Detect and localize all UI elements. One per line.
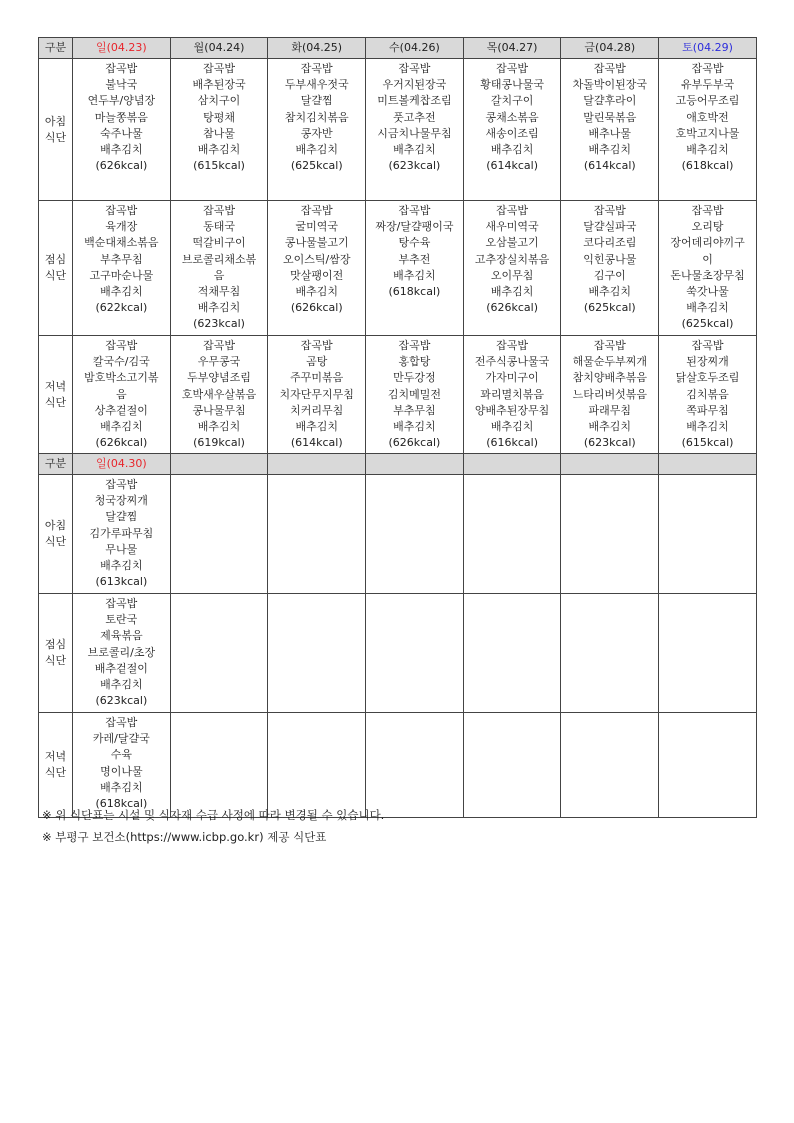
meal-cell [366, 594, 464, 713]
meal-cell [170, 59, 268, 201]
dish-item: 잡곡밥 [203, 204, 235, 217]
dish-item: 브로콜리/초장 [87, 645, 156, 659]
dish-item: 콩나물불고기 [284, 236, 349, 250]
day-header [659, 454, 757, 475]
dish-item: 잡곡밥 [105, 597, 138, 610]
meal-cell [268, 713, 366, 818]
header-label: 구분 [39, 454, 73, 475]
dish-item: 김구이 [593, 268, 626, 282]
dish-item: 양배추된장무침 [474, 403, 550, 417]
dish-item: 만두강정 [393, 371, 436, 385]
meal-cell [463, 336, 561, 454]
meal-cell [463, 59, 561, 201]
dish-item: 음 [116, 387, 127, 401]
dish-item: 차돌박이된장국 [572, 78, 647, 92]
meal-label: 점심 식단 [39, 201, 73, 336]
meal-plan-sheet [38, 37, 756, 818]
dish-item: (626kcal) [290, 301, 343, 315]
dish-item: (618kcal) [681, 159, 734, 173]
dish-item: 브로콜리채소볶 [181, 252, 257, 266]
dish-item: 배추김치 [588, 420, 632, 434]
dish-item: 잡곡밥 [496, 62, 529, 75]
day-header [463, 454, 561, 475]
dish-item: 잡곡밥 [398, 339, 431, 352]
header-label: 구분 [39, 38, 73, 59]
dish-item: 밤호박소고기볶 [84, 371, 159, 385]
dish-item: 김치볶음 [686, 387, 729, 401]
dish-item: 김가루파무침 [89, 526, 154, 540]
dish-item: 배추김치 [197, 420, 241, 434]
dish-item: (614kcal) [583, 159, 636, 173]
meal-label: 저녁 식단 [39, 336, 73, 454]
meal-cell [170, 594, 268, 713]
meal-cell [366, 59, 464, 201]
meal-cell [268, 475, 366, 594]
dish-item: 잡곡밥 [203, 62, 235, 75]
dish-item: 치커리무침 [290, 403, 344, 417]
dish-item: 배추김치 [100, 559, 143, 573]
meal-cell [561, 336, 659, 454]
dish-item: 달걀후라이 [583, 94, 637, 108]
dish-item: 명이나물 [100, 764, 143, 778]
dish-item: 잡곡밥 [398, 62, 431, 75]
dish-item: (625kcal) [681, 317, 734, 331]
dish-item: (623kcal) [95, 694, 148, 708]
dish-item: 유부두부국 [680, 78, 735, 92]
dish-item: 짜장/달걀팽이국 [375, 220, 454, 234]
meal-cell [73, 594, 171, 713]
dish-item: (623kcal) [193, 317, 245, 331]
dish-item: 배추김치 [588, 285, 632, 299]
dish-item: 잡곡밥 [105, 339, 138, 352]
week2-lunch-row [39, 594, 757, 713]
meal-label: 아침 식단 [39, 59, 73, 201]
dish-item: (626kcal) [95, 436, 148, 450]
dish-item: (626kcal) [388, 436, 441, 450]
day-header [561, 454, 659, 475]
day-header: 금(04.28) [561, 38, 659, 59]
dish-item: (626kcal) [95, 159, 148, 173]
dish-item: 호박고지나물 [675, 126, 740, 140]
dish-item: 돈나물초장무침 [670, 268, 745, 282]
meal-cell [73, 336, 171, 454]
dish-item: 콩채소볶음 [485, 110, 539, 124]
dish-item: 닭살호두조림 [675, 371, 740, 385]
dish-item: 잡곡밥 [203, 339, 235, 352]
dish-item: 시금치나물무침 [377, 126, 452, 140]
dish-item: 잡곡밥 [105, 204, 138, 217]
meal-cell [463, 201, 561, 336]
dish-item: 상추겉절이 [94, 403, 148, 417]
dish-item: 탕수육 [398, 236, 431, 250]
day-header [366, 454, 464, 475]
dish-item: 달걀실파국 [583, 220, 637, 234]
dish-item: 느타리버섯볶음 [572, 387, 647, 401]
dish-item: 잡곡밥 [593, 204, 626, 217]
dish-item: 해물순두부찌개 [572, 355, 647, 369]
dish-item: 배추김치 [295, 143, 338, 157]
week1-dinner-row [39, 336, 757, 454]
meal-cell [366, 201, 464, 336]
dish-item: (626kcal) [486, 301, 538, 315]
day-header: 일(04.30) [73, 454, 171, 475]
dish-item: 배추김치 [100, 285, 143, 299]
dish-item: 마늘쫑볶음 [94, 110, 148, 124]
dish-item: 콩나물무침 [192, 403, 246, 417]
dish-item: 김치메밀전 [387, 387, 441, 401]
dish-item: 주꾸미볶음 [290, 371, 344, 385]
dish-item: 쪽파무침 [686, 403, 729, 417]
footnote-source: ※ 부평구 보건소(https://www.icbp.go.kr) 제공 식단표 [42, 830, 327, 844]
dish-item: (614kcal) [290, 436, 343, 450]
dish-item: 고구마순나물 [89, 268, 154, 282]
dish-item: 육개장 [105, 220, 138, 234]
dish-item: (623kcal) [388, 159, 441, 173]
dish-item: 배추김치 [100, 780, 143, 794]
dish-item: 황태콩나물국 [480, 78, 544, 92]
meal-cell [170, 201, 268, 336]
dish-item: (619kcal) [193, 436, 245, 450]
dish-item: 잡곡밥 [593, 62, 626, 75]
meal-cell [561, 594, 659, 713]
dish-item: 배추김치 [295, 285, 338, 299]
dish-item: (622kcal) [95, 301, 148, 315]
meal-cell [561, 475, 659, 594]
dish-item: 잡곡밥 [496, 339, 529, 352]
day-header: 목(04.27) [463, 38, 561, 59]
dish-item: 수육 [110, 748, 132, 762]
dish-item: 호박새우살볶음 [181, 387, 257, 401]
dish-item: 말린묵볶음 [583, 110, 637, 124]
dish-item: 배추나물 [588, 126, 632, 140]
dish-item: (618kcal) [95, 797, 148, 811]
dish-item: (614kcal) [486, 159, 538, 173]
footnotes [42, 804, 384, 848]
dish-item: 두부양념조림 [187, 371, 251, 385]
dish-item: 불낙국 [105, 78, 138, 92]
dish-item: 고등어무조림 [675, 94, 740, 108]
dish-item: 배추겉절이 [94, 661, 148, 675]
meal-cell [268, 336, 366, 454]
dish-item: 배추김치 [490, 285, 534, 299]
dish-item: 잡곡밥 [105, 716, 138, 729]
meal-cell [463, 713, 561, 818]
dish-item: 배추김치 [197, 143, 241, 157]
dish-item: 오이무침 [490, 268, 534, 282]
dish-item: 배추김치 [686, 143, 729, 157]
dish-item: 배추김치 [588, 143, 632, 157]
week2-dinner-row [39, 713, 757, 818]
meal-plan-table [38, 37, 757, 818]
meal-cell [170, 713, 268, 818]
dish-item: 참나물 [203, 126, 235, 140]
dish-item: 애호박전 [686, 110, 729, 124]
dish-item: 배추김치 [393, 143, 436, 157]
dish-item: 잡곡밥 [105, 478, 138, 491]
dish-item: 배추김치 [393, 420, 436, 434]
day-header [268, 454, 366, 475]
meal-label: 저녁 식단 [39, 713, 73, 818]
meal-cell [561, 59, 659, 201]
week1-lunch-row [39, 201, 757, 336]
dish-item: 배추김치 [197, 301, 241, 315]
dish-item: (625kcal) [290, 159, 343, 173]
dish-item: 된장찌개 [686, 355, 729, 369]
dish-item: 콩자반 [300, 126, 333, 140]
dish-item: 풋고추전 [393, 110, 436, 124]
meal-cell [659, 475, 757, 594]
meal-cell [561, 201, 659, 336]
dish-item: 오리탕 [691, 220, 724, 234]
dish-item: 맛살팽이전 [290, 268, 344, 282]
dish-item: 토란국 [105, 613, 138, 627]
meal-cell [170, 336, 268, 454]
dish-item: 장어데리야끼구 [670, 236, 745, 250]
dish-item: 쑥갓나물 [686, 285, 729, 299]
dish-item: 오이스틱/쌈장 [282, 252, 351, 266]
week2-breakfast-row [39, 475, 757, 594]
week2-header-row [39, 454, 757, 475]
dish-item: 배추김치 [100, 420, 143, 434]
dish-item: 꽈리멸치볶음 [480, 387, 544, 401]
dish-item: 배추김치 [393, 268, 436, 282]
day-header [170, 454, 268, 475]
meal-cell [73, 475, 171, 594]
dish-item: (615kcal) [193, 159, 245, 173]
dish-item: 홍합탕 [398, 355, 431, 369]
dish-item: 잡곡밥 [398, 204, 431, 217]
dish-item: 숙주나물 [100, 126, 143, 140]
dish-item: 굴미역국 [295, 220, 338, 234]
dish-item: (616kcal) [486, 436, 538, 450]
meal-cell [561, 713, 659, 818]
day-header: 화(04.25) [268, 38, 366, 59]
day-header: 일(04.23) [73, 38, 171, 59]
dish-item: (615kcal) [681, 436, 734, 450]
dish-item: 미트볼케찹조림 [377, 94, 452, 108]
dish-item: 갈치구이 [490, 94, 534, 108]
dish-item: 코다리조림 [583, 236, 637, 250]
dish-item: 이 [702, 252, 713, 266]
dish-item: 배추김치 [686, 301, 729, 315]
dish-item: 배추김치 [295, 420, 338, 434]
meal-cell [170, 475, 268, 594]
day-header: 토(04.29) [659, 38, 757, 59]
dish-item: 우거지된장국 [382, 78, 447, 92]
dish-item: 파래무침 [588, 403, 632, 417]
meal-cell [73, 201, 171, 336]
dish-item: 카레/달걀국 [92, 732, 150, 746]
meal-cell [366, 713, 464, 818]
dish-item: 참치김치볶음 [284, 110, 349, 124]
dish-item: 배추김치 [490, 143, 534, 157]
dish-item: 배추된장국 [192, 78, 246, 92]
dish-item: 우무콩국 [197, 355, 241, 369]
dish-item: (613kcal) [95, 575, 148, 589]
meal-plan-body [39, 38, 757, 818]
meal-cell [659, 713, 757, 818]
meal-cell [366, 475, 464, 594]
day-header: 수(04.26) [366, 38, 464, 59]
dish-item: 가자미구이 [485, 371, 539, 385]
dish-item: 전주식콩나물국 [474, 355, 550, 369]
dish-item: 연두부/양념장 [87, 94, 156, 108]
dish-item: (625kcal) [583, 301, 636, 315]
dish-item: 부추무침 [100, 252, 143, 266]
dish-item: 백순대채소볶음 [84, 236, 159, 250]
dish-item: 동태국 [203, 220, 235, 234]
meal-cell [366, 336, 464, 454]
dish-item: 적채무침 [197, 285, 241, 299]
dish-item: 음 [213, 268, 225, 282]
meal-cell [463, 594, 561, 713]
dish-item: 무나물 [105, 542, 138, 556]
meal-cell [73, 59, 171, 201]
meal-cell [659, 59, 757, 201]
dish-item: 배추김치 [490, 420, 534, 434]
dish-item: 곰탕 [306, 355, 328, 369]
dish-item: 달걀찜 [105, 510, 138, 524]
dish-item: 부추무침 [393, 403, 436, 417]
dish-item: 잡곡밥 [691, 204, 724, 217]
dish-item: 배추김치 [686, 420, 729, 434]
dish-item: 잡곡밥 [105, 62, 138, 75]
dish-item: 부추전 [398, 252, 431, 266]
dish-item: 제육볶음 [100, 629, 143, 643]
dish-item: 오삼불고기 [485, 236, 539, 250]
dish-item: 두부새우젓국 [284, 78, 349, 92]
dish-item: 청국장찌개 [94, 494, 148, 508]
dish-item: 칼국수/김국 [92, 355, 150, 369]
meal-cell [659, 336, 757, 454]
dish-item: 잡곡밥 [496, 204, 529, 217]
dish-item: 새우미역국 [485, 220, 539, 234]
meal-label: 점심 식단 [39, 594, 73, 713]
week1-breakfast-row [39, 59, 757, 201]
meal-label: 아침 식단 [39, 475, 73, 594]
dish-item: 떡갈비구이 [192, 236, 246, 250]
dish-item: (623kcal) [583, 436, 636, 450]
meal-cell [659, 201, 757, 336]
meal-cell [268, 59, 366, 201]
day-header: 월(04.24) [170, 38, 268, 59]
meal-cell [463, 475, 561, 594]
week1-header-row [39, 38, 757, 59]
footnote-change-notice: ※ 위 식단표는 시설 및 식자재 수급 사정에 따라 변경될 수 있습니다. [42, 808, 385, 822]
meal-cell [659, 594, 757, 713]
dish-item: 고추장실치볶음 [474, 252, 550, 266]
dish-item: 잡곡밥 [300, 339, 333, 352]
dish-item: 치자단무지무침 [279, 387, 354, 401]
dish-item: 잡곡밥 [300, 204, 333, 217]
dish-item: 달걀찜 [300, 94, 333, 108]
dish-item: 새송이조림 [485, 126, 539, 140]
dish-item: 삼치구이 [197, 94, 241, 108]
dish-item: 탕평채 [203, 110, 235, 124]
dish-item: 참치양배추볶음 [572, 371, 647, 385]
meal-cell [268, 594, 366, 713]
dish-item: 잡곡밥 [691, 339, 724, 352]
dish-item: 잡곡밥 [691, 62, 724, 75]
dish-item: 잡곡밥 [593, 339, 626, 352]
dish-item: (618kcal) [388, 285, 441, 299]
meal-cell [268, 201, 366, 336]
dish-item: 잡곡밥 [300, 62, 333, 75]
meal-cell [73, 713, 171, 818]
dish-item: 배추김치 [100, 678, 143, 692]
dish-item: 배추김치 [100, 143, 143, 157]
dish-item: 익힌콩나물 [583, 252, 637, 266]
